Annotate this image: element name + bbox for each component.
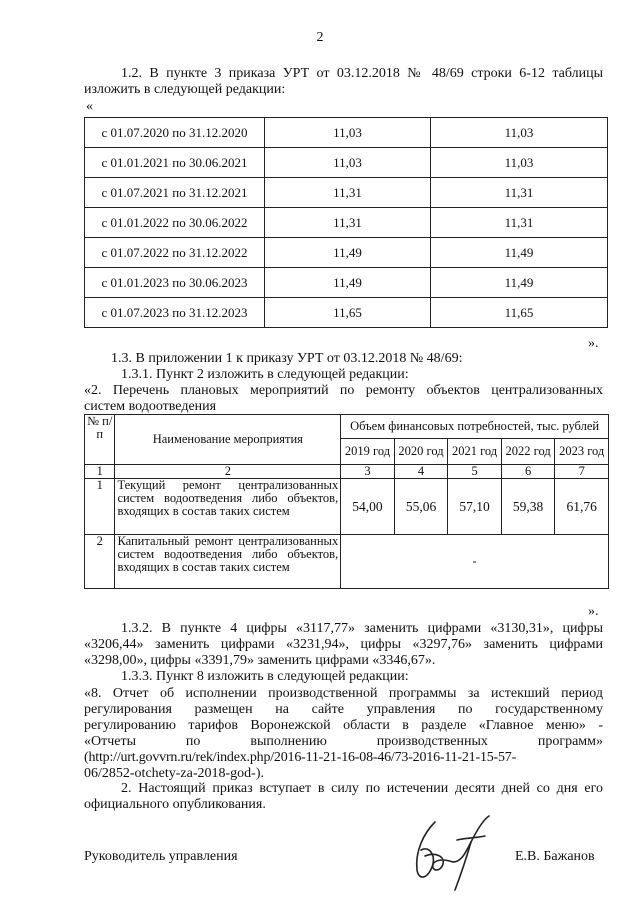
row-name: Текущий ремонт централизованных систем водоотведения либо объектов, входящих в состав таких систем (115, 479, 341, 535)
table-row (85, 208, 608, 238)
paragraph-8-link-part-1: (http://urt.govvrn.ru/rek/index.php/2016-11-21-16-08-46/73-2016-11-21-15-57- (84, 750, 517, 765)
paragraph-8-link-part-2: 06/2852-otchety-za-2018-god-). (84, 766, 264, 781)
table-row (85, 298, 608, 328)
section-2-title-line-2: систем водоотведения (84, 399, 217, 414)
column-number: 2 (115, 465, 341, 479)
signatory-name: Е.В. Бажанов (515, 849, 595, 864)
row-value: 59,38 (501, 479, 555, 535)
row-value: 61,76 (555, 479, 609, 535)
period-cell: с 01.01.2023 по 30.06.2023 (85, 268, 265, 298)
header-number: № п/п (85, 415, 115, 465)
paragraph-8-line-4: «Отчеты по выполнению производственных программ» (84, 734, 603, 749)
period-cell: с 01.07.2021 по 31.12.2021 (85, 178, 265, 208)
table-row (85, 118, 608, 148)
table-row (85, 148, 608, 178)
value-cell: 11,31 (431, 208, 608, 238)
table2-close-quote: ». (588, 604, 599, 619)
paragraph-1-2-line-2: изложить в следующей редакции: (84, 82, 286, 97)
row-value: 55,06 (394, 479, 448, 535)
paragraph-1-3-1: 1.3.1. Пункт 2 изложить в следующей редакции: (121, 367, 409, 382)
column-number: 5 (448, 465, 502, 479)
row-name: Капитальный ремонт централизованных систем водоотведения либо объектов, входящих в состав таких систем (115, 535, 341, 589)
table-row (85, 178, 608, 208)
table-row (85, 479, 609, 535)
header-name: Наименование мероприятия (115, 415, 341, 465)
header-year: 2022 год (501, 439, 555, 465)
period-cell: с 01.07.2022 по 31.12.2022 (85, 238, 265, 268)
value-cell: 11,03 (431, 118, 608, 148)
value-cell: 11,31 (265, 208, 431, 238)
value-cell: 11,31 (431, 178, 608, 208)
paragraph-1-3-3: 1.3.3. Пункт 8 изложить в следующей редакции: (121, 669, 409, 684)
header-year: 2021 год (448, 439, 502, 465)
paragraph-8-line-2: регулирования размещен на сайте управления по государственному (84, 702, 603, 717)
column-number: 4 (394, 465, 448, 479)
paragraph-8-line-1: «8. Отчет об исполнении производственной программы за истекший период (84, 686, 603, 701)
header-year: 2019 год (341, 439, 395, 465)
value-cell: 11,03 (431, 148, 608, 178)
period-cell: с 01.07.2023 по 31.12.2023 (85, 298, 265, 328)
period-cell: с 01.01.2022 по 30.06.2022 (85, 208, 265, 238)
section-2-title-line-1: «2. Перечень плановых мероприятий по ремонту объектов централизованных (84, 383, 603, 398)
value-cell: 11,65 (265, 298, 431, 328)
table-row (85, 268, 608, 298)
signatory-position: Руководитель управления (84, 849, 238, 864)
row-value: 57,10 (448, 479, 502, 535)
column-number: 6 (501, 465, 555, 479)
table1-close-quote: ». (588, 336, 599, 351)
period-cell: с 01.07.2020 по 31.12.2020 (85, 118, 265, 148)
value-cell: 11,31 (265, 178, 431, 208)
value-cell: 11,49 (431, 238, 608, 268)
value-cell: 11,49 (265, 238, 431, 268)
header-year: 2020 год (394, 439, 448, 465)
handwritten-signature (395, 812, 495, 894)
paragraph-1-3-2-line-3: «3298,00», цифры «3391,79» заменить цифрами «3346,67». (84, 653, 436, 668)
paragraph-1-2-line-1: 1.2. В пункте 3 приказа УРТ от 03.12.2018 № 48/69 строки 6-12 таблицы (121, 66, 603, 81)
header-volume: Объем финансовых потребностей, тыс. рублей (341, 415, 609, 439)
value-cell: 11,03 (265, 148, 431, 178)
open-quote: « (86, 99, 93, 114)
header-year: 2023 год (555, 439, 609, 465)
tariff-table (84, 117, 608, 328)
row-value: 54,00 (341, 479, 395, 535)
page-number: 2 (316, 30, 324, 45)
period-cell: с 01.01.2021 по 30.06.2021 (85, 148, 265, 178)
table-row (85, 535, 609, 589)
table-row (85, 238, 608, 268)
value-cell: 11,65 (431, 298, 608, 328)
value-cell: 11,03 (265, 118, 431, 148)
paragraph-2-line-2: официального опубликования. (84, 797, 266, 812)
row-number: 2 (85, 535, 115, 589)
paragraph-1-3-2-line-1: 1.3.2. В пункте 4 цифры «3117,77» заменить цифрами «3130,31», цифры (121, 621, 603, 636)
column-number: 3 (341, 465, 395, 479)
row-number: 1 (85, 479, 115, 535)
paragraph-2-line-1: 2. Настоящий приказ вступает в силу по истечении десяти дней со дня его (121, 781, 603, 796)
column-number: 1 (85, 465, 115, 479)
paragraph-1-3: 1.3. В приложении 1 к приказу УРТ от 03.12.2018 № 48/69: (111, 351, 463, 366)
paragraph-8-line-3: регулированию тарифов Воронежской области в разделе «Главное меню» - (84, 718, 603, 733)
value-cell: 11,49 (431, 268, 608, 298)
row-dash: - (341, 535, 609, 589)
repair-measures-table (84, 414, 609, 589)
column-number: 7 (555, 465, 609, 479)
value-cell: 11,49 (265, 268, 431, 298)
paragraph-1-3-2-line-2: «3206,44» заменить цифрами «3231,94», цифры «3297,76» заменить цифрами (84, 637, 603, 652)
